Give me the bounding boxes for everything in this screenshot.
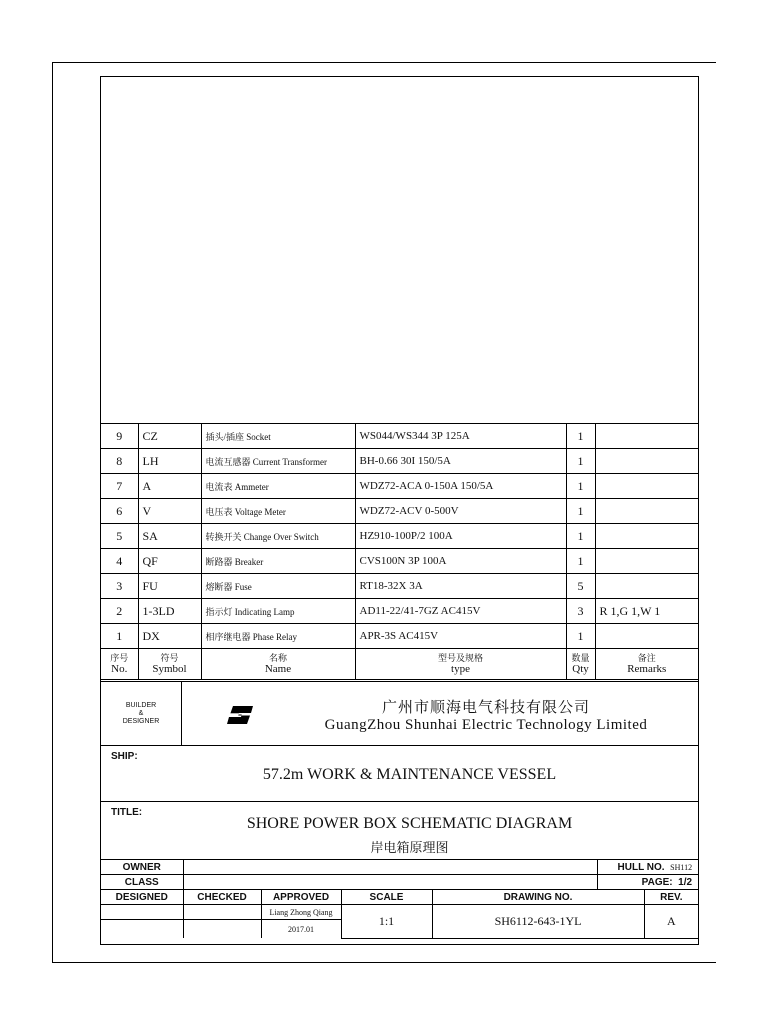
- header-remarks: 备注 Remarks: [595, 649, 698, 680]
- company-name-cn: 广州市顺海电气科技有限公司: [381, 700, 590, 716]
- checked-value: [183, 905, 261, 920]
- drawing-no-label: DRAWING NO.: [432, 890, 644, 905]
- bom-no: 1: [101, 624, 138, 649]
- bom-remarks: [595, 499, 698, 524]
- frame-bottom-line: [52, 962, 716, 963]
- company-logo-icon: [225, 704, 255, 726]
- bom-no: 4: [101, 549, 138, 574]
- header-qty: 数量 Qty: [566, 649, 595, 680]
- class-label: CLASS: [101, 875, 183, 890]
- drawing-number: SH6112-643-1YL: [432, 905, 644, 939]
- designed-value: [101, 905, 183, 920]
- frame-top-line: [52, 62, 716, 63]
- title-block: [101, 801, 698, 860]
- bom-remarks: [595, 449, 698, 474]
- hull-no-cell: HULL NO. SH112: [597, 860, 698, 875]
- bom-header-row: [101, 649, 698, 680]
- scale-label: SCALE: [341, 890, 432, 905]
- title-label: TITLE:: [111, 807, 143, 818]
- bom-qty: 5: [566, 574, 595, 599]
- bom-symbol: 1-3LD: [138, 599, 201, 624]
- bom-row: [101, 599, 698, 624]
- bom-type: HZ910-100P/2 100A: [355, 524, 566, 549]
- bom-type: APR-3S AC415V: [355, 624, 566, 649]
- bom-remarks: R 1,G 1,W 1: [595, 599, 698, 624]
- bom-no: 9: [101, 424, 138, 449]
- bom-type: WDZ72-ACV 0-500V: [355, 499, 566, 524]
- bom-remarks: [595, 474, 698, 499]
- owner-label: OWNER: [101, 860, 183, 875]
- bom-remarks: [595, 424, 698, 449]
- bom-symbol: V: [138, 499, 201, 524]
- bom-qty: 1: [566, 449, 595, 474]
- bom-qty: 1: [566, 424, 595, 449]
- designed-label: DESIGNED: [101, 890, 183, 905]
- drawing-sheet: [100, 76, 699, 945]
- approver-name: Liang Zhong Qiang: [261, 905, 341, 920]
- bom-qty: 1: [566, 549, 595, 574]
- bom-no: 5: [101, 524, 138, 549]
- bom-type: CVS100N 3P 100A: [355, 549, 566, 574]
- bom-row: [101, 524, 698, 549]
- company-name-en: GuangZhou Shunhai Electric Technology Limited: [324, 717, 648, 733]
- bom-remarks: [595, 574, 698, 599]
- bom-name: 断路器 Breaker: [201, 549, 355, 574]
- bom-symbol: CZ: [138, 424, 201, 449]
- revision: A: [644, 905, 698, 939]
- bom-name: 相序继电器 Phase Relay: [201, 624, 355, 649]
- builder-block: [101, 681, 698, 746]
- bom-no: 7: [101, 474, 138, 499]
- header-no: 序号 No.: [101, 649, 138, 680]
- ship-label: SHIP:: [111, 751, 138, 762]
- header-name: 名称 Name: [201, 649, 355, 680]
- drawing-title-en: SHORE POWER BOX SCHEMATIC DIAGRAM: [246, 815, 573, 832]
- bom-symbol: QF: [138, 549, 201, 574]
- frame-left-line: [52, 62, 53, 963]
- bom-symbol: DX: [138, 624, 201, 649]
- drawing-title-cn: 岸电箱原理图: [370, 840, 449, 855]
- bom-row: [101, 474, 698, 499]
- designed-date: [101, 920, 183, 939]
- bill-of-materials: [101, 423, 698, 680]
- bom-type: WS044/WS344 3P 125A: [355, 424, 566, 449]
- bom-no: 2: [101, 599, 138, 624]
- checked-label: CHECKED: [183, 890, 261, 905]
- page-number: 1/2: [678, 876, 693, 888]
- bom-symbol: FU: [138, 574, 201, 599]
- header-type: 型号及规格 type: [355, 649, 566, 680]
- bom-qty: 1: [566, 474, 595, 499]
- bom-name: 电流表 Ammeter: [201, 474, 355, 499]
- class-value: [183, 875, 597, 890]
- ship-block: [101, 745, 698, 802]
- checked-date: [183, 920, 261, 939]
- ship-name: 57.2m WORK & MAINTENANCE VESSEL: [262, 766, 557, 783]
- bom-qty: 1: [566, 624, 595, 649]
- builder-label: BUILDER & DESIGNER: [101, 682, 182, 746]
- bom-no: 6: [101, 499, 138, 524]
- bom-name: 电流互感器 Current Transformer: [201, 449, 355, 474]
- bom-type: AD11-22/41-7GZ AC415V: [355, 599, 566, 624]
- owner-value: [183, 860, 597, 875]
- bom-name: 转换开关 Change Over Switch: [201, 524, 355, 549]
- bom-qty: 1: [566, 499, 595, 524]
- bom-row: [101, 624, 698, 649]
- bom-remarks: [595, 524, 698, 549]
- bom-row: [101, 499, 698, 524]
- approved-date: 2017.01: [261, 920, 341, 939]
- bom-qty: 1: [566, 524, 595, 549]
- bom-row: [101, 574, 698, 599]
- bom-no: 3: [101, 574, 138, 599]
- bom-symbol: SA: [138, 524, 201, 549]
- rev-label: REV.: [644, 890, 698, 905]
- drawing-area: [101, 77, 698, 423]
- bom-qty: 3: [566, 599, 595, 624]
- scale-value: 1:1: [341, 905, 432, 939]
- bom-type: RT18-32X 3A: [355, 574, 566, 599]
- bom-row: [101, 549, 698, 574]
- bom-name: 电压表 Voltage Meter: [201, 499, 355, 524]
- bom-name: 熔断器 Fuse: [201, 574, 355, 599]
- bom-symbol: A: [138, 474, 201, 499]
- bom-type: BH-0.66 30I 150/5A: [355, 449, 566, 474]
- approved-label: APPROVED: [261, 890, 341, 905]
- bom-name: 指示灯 Indicating Lamp: [201, 599, 355, 624]
- bom-remarks: [595, 624, 698, 649]
- header-symbol: 符号 Symbol: [138, 649, 201, 680]
- bom-row: [101, 449, 698, 474]
- bom-no: 8: [101, 449, 138, 474]
- bom-remarks: [595, 549, 698, 574]
- title-block-table: [101, 859, 698, 939]
- page-cell: PAGE: 1/2: [597, 875, 698, 890]
- bom-type: WDZ72-ACA 0-150A 150/5A: [355, 474, 566, 499]
- bom-symbol: LH: [138, 449, 201, 474]
- hull-no: SH112: [670, 862, 693, 872]
- bom-row: [101, 424, 698, 449]
- bom-name: 插头/插座 Socket: [201, 424, 355, 449]
